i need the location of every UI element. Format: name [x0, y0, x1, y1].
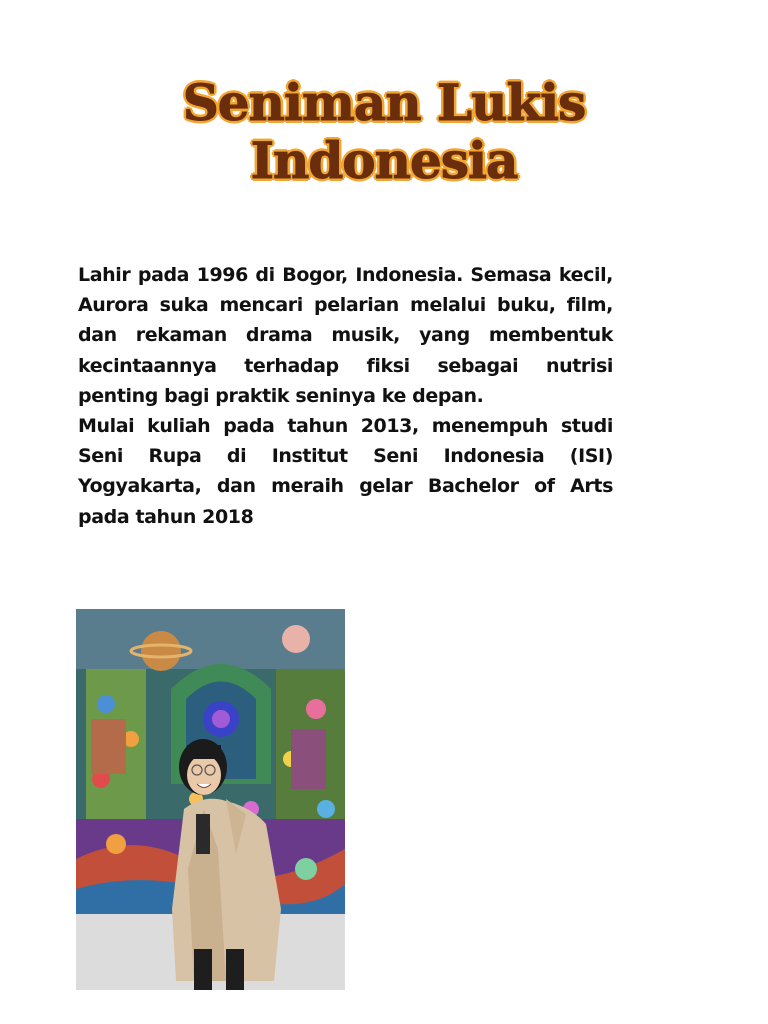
bio-paragraph-early-life: Lahir pada 1996 di Bogor, Indonesia. Semasa kecil, Aurora suka mencari pelarian melalui buku, film, dan rekaman drama musik, yang membentuk kecintaannya terhadap fiksi sebagai nutrisi penting bagi praktik seninya ke depan.: [78, 264, 613, 407]
bio-paragraph-education: Mulai kuliah pada tahun 2013, menempuh studi Seni Rupa di Institut Seni Indonesia (ISI) Yogyakarta, dan meraih gelar Bachelor of Arts pada tahun 2018: [78, 415, 613, 528]
artist-photo: [76, 609, 345, 990]
page-title-line-2: Indonesia: [250, 131, 518, 190]
page-title: [0, 74, 768, 190]
page-title-line-1: Seniman Lukis: [182, 73, 586, 132]
artist-biography: [78, 260, 613, 532]
